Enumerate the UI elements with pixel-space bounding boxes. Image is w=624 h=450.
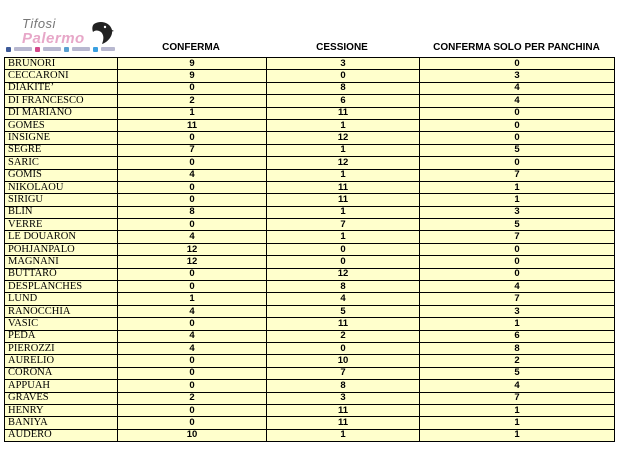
table-row [5, 231, 615, 243]
player-name-cell: DESPLANCHES [5, 281, 118, 293]
cessione-cell: 12 [267, 268, 420, 280]
cessione-cell: 11 [267, 107, 420, 119]
table-row [5, 107, 615, 119]
panchina-cell: 8 [420, 342, 615, 354]
cessione-cell: 12 [267, 157, 420, 169]
player-name-cell: RANOCCHIA [5, 305, 118, 317]
player-name-cell: NIKOLAOU [5, 181, 118, 193]
cessione-cell: 11 [267, 181, 420, 193]
table-row [5, 144, 615, 156]
cessione-cell: 1 [267, 206, 420, 218]
player-name-cell: MAGNANI [5, 256, 118, 268]
player-name-cell: CECCARONI [5, 70, 118, 82]
panchina-cell: 3 [420, 305, 615, 317]
conferma-cell: 9 [118, 58, 267, 70]
table-row [5, 342, 615, 354]
eagle-icon [90, 20, 114, 46]
cessione-cell: 1 [267, 231, 420, 243]
conferma-cell: 4 [118, 342, 267, 354]
panchina-cell: 1 [420, 404, 615, 416]
table-row [5, 330, 615, 342]
table-row [5, 355, 615, 367]
player-name-cell: LE DOUARON [5, 231, 118, 243]
table-row [5, 293, 615, 305]
table-row [5, 243, 615, 255]
player-name-cell: SIRIGU [5, 194, 118, 206]
conferma-cell: 8 [118, 206, 267, 218]
table-row [5, 305, 615, 317]
player-name-cell: BLIN [5, 206, 118, 218]
table-row [5, 70, 615, 82]
cessione-cell: 0 [267, 70, 420, 82]
conferma-cell: 10 [118, 429, 267, 441]
conferma-cell: 0 [118, 132, 267, 144]
conferma-cell: 0 [118, 194, 267, 206]
panchina-cell: 0 [420, 268, 615, 280]
cessione-cell: 8 [267, 82, 420, 94]
player-name-cell: HENRY [5, 404, 118, 416]
cessione-cell: 5 [267, 305, 420, 317]
conferma-cell: 12 [118, 256, 267, 268]
cessione-cell: 11 [267, 194, 420, 206]
table-row [5, 132, 615, 144]
table-row [5, 157, 615, 169]
cessione-cell: 4 [267, 293, 420, 305]
player-name-cell: VERRE [5, 219, 118, 231]
conferma-cell: 1 [118, 293, 267, 305]
table-row [5, 206, 615, 218]
conferma-cell: 4 [118, 169, 267, 181]
conferma-cell: 11 [118, 119, 267, 131]
panchina-cell: 1 [420, 194, 615, 206]
panchina-cell: 0 [420, 119, 615, 131]
conferma-cell: 1 [118, 107, 267, 119]
cessione-cell: 8 [267, 380, 420, 392]
conferma-cell: 2 [118, 95, 267, 107]
cessione-cell: 11 [267, 318, 420, 330]
player-name-cell: APPUAH [5, 380, 118, 392]
cessione-cell: 3 [267, 58, 420, 70]
logo-line-1: Tifosi [22, 16, 56, 31]
conferma-cell: 0 [118, 380, 267, 392]
cessione-cell: 6 [267, 95, 420, 107]
telegram-icon [64, 47, 69, 52]
panchina-cell: 0 [420, 256, 615, 268]
player-name-cell: DI FRANCESCO [5, 95, 118, 107]
table-row [5, 119, 615, 131]
conferma-cell: 0 [118, 417, 267, 429]
conferma-cell: 0 [118, 268, 267, 280]
player-name-cell: DIAKITE’ [5, 82, 118, 94]
instagram-icon [35, 47, 40, 52]
table-row [5, 181, 615, 193]
cessione-cell: 12 [267, 132, 420, 144]
table-row [5, 367, 615, 379]
panchina-cell: 1 [420, 429, 615, 441]
conferma-cell: 0 [118, 355, 267, 367]
cessione-cell: 1 [267, 119, 420, 131]
conferma-cell: 4 [118, 305, 267, 317]
panchina-cell: 0 [420, 132, 615, 144]
table-row [5, 219, 615, 231]
player-name-cell: BRUNORI [5, 58, 118, 70]
table-row [5, 169, 615, 181]
panchina-cell: 6 [420, 330, 615, 342]
conferma-cell: 0 [118, 181, 267, 193]
cessione-cell: 1 [267, 144, 420, 156]
panchina-cell: 0 [420, 243, 615, 255]
cessione-cell: 2 [267, 330, 420, 342]
cessione-cell: 8 [267, 281, 420, 293]
cessione-cell: 1 [267, 429, 420, 441]
player-name-cell: PEDA [5, 330, 118, 342]
panchina-cell: 1 [420, 318, 615, 330]
cessione-cell: 1 [267, 169, 420, 181]
table-row [5, 82, 615, 94]
panchina-cell: 0 [420, 107, 615, 119]
player-name-cell: SARIC [5, 157, 118, 169]
conferma-cell: 12 [118, 243, 267, 255]
cessione-cell: 3 [267, 392, 420, 404]
panchina-cell: 7 [420, 293, 615, 305]
panchina-cell: 7 [420, 169, 615, 181]
votes-table [4, 57, 615, 442]
twitter-icon [93, 47, 98, 52]
panchina-cell: 7 [420, 231, 615, 243]
panchina-cell: 0 [420, 157, 615, 169]
panchina-cell: 3 [420, 206, 615, 218]
facebook-icon [6, 47, 11, 52]
cessione-cell: 7 [267, 219, 420, 231]
player-name-cell: GRAVES [5, 392, 118, 404]
panchina-cell: 3 [420, 70, 615, 82]
panchina-cell: 2 [420, 355, 615, 367]
player-name-cell: PIEROZZI [5, 342, 118, 354]
player-name-cell: GOMIS [5, 169, 118, 181]
panchina-cell: 0 [420, 58, 615, 70]
player-name-cell: CORONA [5, 367, 118, 379]
table-row [5, 380, 615, 392]
conferma-cell: 0 [118, 281, 267, 293]
table-row [5, 256, 615, 268]
player-name-cell: AURELIO [5, 355, 118, 367]
conferma-cell: 0 [118, 82, 267, 94]
panchina-cell: 4 [420, 281, 615, 293]
conferma-cell: 7 [118, 144, 267, 156]
panchina-cell: 5 [420, 144, 615, 156]
cessione-cell: 0 [267, 243, 420, 255]
player-name-cell: GOMES [5, 119, 118, 131]
table-row [5, 392, 615, 404]
cessione-cell: 11 [267, 417, 420, 429]
logo-line-2: Palermo [22, 30, 85, 47]
table-row [5, 318, 615, 330]
panchina-cell: 5 [420, 367, 615, 379]
conferma-cell: 0 [118, 157, 267, 169]
panchina-cell: 1 [420, 181, 615, 193]
player-name-cell: DI MARIANO [5, 107, 118, 119]
conferma-cell: 9 [118, 70, 267, 82]
cessione-cell: 11 [267, 404, 420, 416]
table-row [5, 194, 615, 206]
conferma-cell: 4 [118, 330, 267, 342]
cessione-cell: 0 [267, 256, 420, 268]
player-name-cell: AUDERO [5, 429, 118, 441]
cessione-cell: 7 [267, 367, 420, 379]
table-row [5, 58, 615, 70]
player-name-cell: BANIYA [5, 417, 118, 429]
panchina-cell: 1 [420, 417, 615, 429]
panchina-cell: 5 [420, 219, 615, 231]
player-name-cell: POHJANPALO [5, 243, 118, 255]
player-name-cell: INSIGNE [5, 132, 118, 144]
player-name-cell: SEGRE [5, 144, 118, 156]
social-links [6, 46, 116, 52]
table-row [5, 429, 615, 441]
table-row [5, 417, 615, 429]
player-name-cell: BUTTARO [5, 268, 118, 280]
player-name-cell: VASIC [5, 318, 118, 330]
conferma-cell: 2 [118, 392, 267, 404]
panchina-cell: 4 [420, 95, 615, 107]
conferma-cell: 0 [118, 404, 267, 416]
table-row [5, 281, 615, 293]
conferma-cell: 0 [118, 318, 267, 330]
conferma-cell: 0 [118, 367, 267, 379]
panchina-cell: 7 [420, 392, 615, 404]
player-name-cell: LUND [5, 293, 118, 305]
table-row [5, 404, 615, 416]
panchina-cell: 4 [420, 380, 615, 392]
header-cessione: CESSIONE [316, 42, 368, 53]
cessione-cell: 10 [267, 355, 420, 367]
header-conferma: CONFERMA [162, 42, 220, 53]
cessione-cell: 0 [267, 342, 420, 354]
conferma-cell: 0 [118, 219, 267, 231]
table-row [5, 95, 615, 107]
conferma-cell: 4 [118, 231, 267, 243]
header-conferma-panchina: CONFERMA SOLO PER PANCHINA [433, 42, 600, 53]
panchina-cell: 4 [420, 82, 615, 94]
table-row [5, 268, 615, 280]
